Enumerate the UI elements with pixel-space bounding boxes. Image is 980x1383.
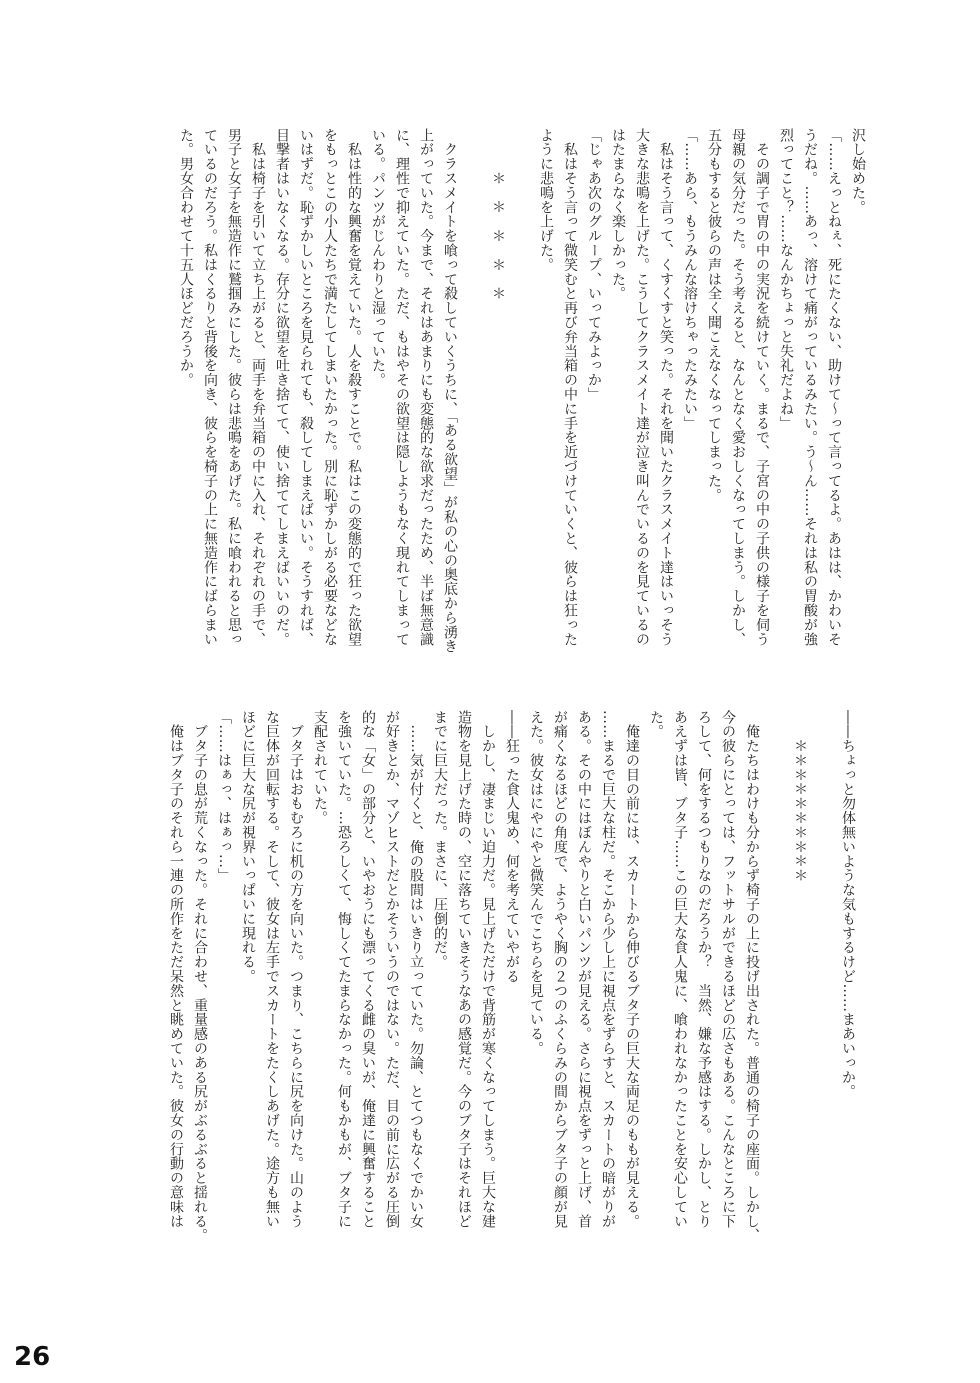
lower-text-line: ……まるで巨大な柱だ。そこから少し上に視点をずらすと、スカートの暗がりが xyxy=(600,710,616,1229)
upper-text-line: 五分もすると彼らの声は全く聞こえなくなってしまった。 xyxy=(706,128,722,503)
lower-text-line: ＊＊＊＊＊＊＊＊＊＊ xyxy=(792,710,808,883)
lower-text-line: が痛くなるほどの角度で、ようやく胸の２つのふくらみの間からブタ子の顔が見 xyxy=(552,710,568,1229)
upper-text-line: 私はそう言って、くすくすと笑った。それを聞いたクラスメイト達はいっそう xyxy=(658,128,674,647)
upper-text-line: クラスメイトを喰って殺していくうちに、「ある欲望」が私の心の奥底から湧き xyxy=(442,128,458,654)
lower-text-line: ――ちょっと勿体無いような気もするけど……まあいっか。 xyxy=(840,710,856,1099)
page-number: 26 xyxy=(14,1342,51,1372)
upper-text-line: はたまらなく楽しかった。 xyxy=(610,128,626,301)
lower-text-line: しかし、凄まじい迫力だ。見上げただけで背筋が寒くなってしまう。巨大な建 xyxy=(480,710,496,1229)
upper-text-line: 私はそう言って微笑むと再び弁当箱の中に手を近づけていくと、彼らは狂った xyxy=(562,128,578,647)
upper-text-line: いる。パンツがじんわりと湿っていた。 xyxy=(370,128,386,388)
upper-text-line: をもっとこの小人たちで満たしてしまいたかった。別に恥ずかしがる必要などな xyxy=(322,128,338,647)
upper-text-line: 「……えっとねぇ、死にたくない、助けて〜って言ってるよ。あはは、かわいそ xyxy=(826,128,842,647)
lower-text-line: ほどに巨大な尻が視界いっぱいに現れる。 xyxy=(240,710,256,984)
lower-text-line: までに巨大だった。まさに、圧倒的だ。 xyxy=(432,710,448,970)
upper-text-line: 男子と女子を無造作に鷲掴みにした。彼らは悲鳴をあげた。私に喰われると思っ xyxy=(226,128,242,647)
upper-text-line: ているのだろう。私はくるりと背後を向き、彼らを椅子の上に無造作にばらまい xyxy=(202,128,218,647)
upper-text-line: 沢し始めた。 xyxy=(850,128,866,215)
lower-text-line: 造物を見上げた時の、空に落ちていきそうなあの感覚だ。今のブタ子はそれほど xyxy=(456,710,472,1229)
lower-text-line: 的な「女」の部分と、いやおうにも漂ってくる雌の臭いが、俺達に興奮すること xyxy=(360,710,376,1229)
upper-text-line: 目撃者はいなくなる。存分に欲望を吐き捨てて、使い捨ててしまえばいいのだ。 xyxy=(274,128,290,647)
upper-text-line: うだね。……あっ、溶けて痛がっているみたい。う〜ん……それは私の胃酸が強 xyxy=(802,128,818,647)
lower-text-line: ろして、何をするつもりなのだろうか？ 当然、嫌な予感はする。しかし、とり xyxy=(696,710,712,1229)
upper-text-line: ように悲鳴を上げた。 xyxy=(538,128,554,272)
lower-text-block xyxy=(160,710,860,1270)
lower-text-line: 俺たちはわけも分からず椅子の上に投げ出された。普通の椅子の座面。しかし、 xyxy=(744,710,760,1243)
lower-text-line xyxy=(764,710,788,1270)
upper-text-line: いはずだ。恥ずかしいところを見られても、殺してしまえばいい。そうすれば、 xyxy=(298,128,314,647)
lower-text-line: 俺達の目の前には、スカートから伸びるブタ子の巨大な両足のももが見える。 xyxy=(624,710,640,1229)
lower-text-line: ブタ子の息が荒くなった。それに合わせ、重量感のある尻がぶるぶると揺れる。 xyxy=(192,710,208,1243)
upper-text-line: 上がっていた。今まで、それはあまりにも変態的な欲求だったため、半ば無意識 xyxy=(418,128,434,647)
lower-text-line: な巨体が回転する。そして、彼女は左手でスカートをたくしあげた。途方も無い xyxy=(264,710,280,1229)
lower-text-line: 今の彼らにとっては、フットサルができるほどの広さもある。こんなところに下 xyxy=(720,710,736,1229)
upper-text-line: 私は椅子を引いて立ち上がると、両手を弁当箱の中に入れ、それぞれの手で、 xyxy=(250,128,266,647)
upper-text-block xyxy=(152,128,870,688)
upper-text-line: 大きな悲鳴を上げた。こうしてクラスメイト達が泣き叫んでいるのを見ているの xyxy=(634,128,650,647)
lower-text-line: えた。彼女はにやにやと微笑んでこちらを見ている。 xyxy=(528,710,544,1056)
lower-text-line: ある。その中にはぼんやりと白いパンツが見える。さらに視点をずっと上げ、首 xyxy=(576,710,592,1229)
upper-text-line: 私は性的な興奮を覚えていた。人を殺すことで。私はこの変態的で狂った欲望 xyxy=(346,128,362,647)
upper-text-line: に、理性で抑えていた。ただ、もはやその欲望は隠しようもなく現れてしまって xyxy=(394,128,410,647)
upper-text-line: その調子で胃の中の実況を続けていく。まるで、子宮の中の子供の様子を伺う xyxy=(754,128,770,647)
lower-text-line: が好きとか、マゾヒストだとかそういうのではない。ただ、目の前に広がる圧倒 xyxy=(384,710,400,1229)
upper-text-line: 烈ってこと？……なんかちょっと失礼だよね」 xyxy=(778,128,794,431)
lower-text-line: た。 xyxy=(648,710,664,739)
upper-text-line: 「じゃあ次のグループ、いってみよっか」 xyxy=(586,128,602,402)
lower-text-line xyxy=(812,710,836,1270)
lower-text-line: あえずは皆、ブタ子……この巨大な食人鬼に、喰われなかったことを安心してい xyxy=(672,710,688,1229)
upper-text-line: た。男女合わせて十五人ほどだろうか。 xyxy=(178,128,194,388)
upper-text-line xyxy=(462,128,486,688)
upper-text-line xyxy=(510,128,534,688)
lower-text-line: を強いていた。…恐ろしくて、悔しくてたまらなかった。何もかもが、ブタ子に xyxy=(336,710,352,1229)
lower-text-line: ブタ子はおもむろに机の方を向いた。つまり、こちらに尻を向けた。山のよう xyxy=(288,710,304,1229)
upper-text-line: 母親の気分だった。そう考えると、なんとなく愛おしくなってしまう。しかし、 xyxy=(730,128,746,647)
upper-text-line: ＊ ＊ ＊ ＊ ＊ xyxy=(490,128,506,301)
upper-text-line: 「……あら、もうみんな溶けちゃったみたい」 xyxy=(682,128,698,431)
lower-text-line: ……気が付くと、俺の股間はいきり立っていた。勿論、とてつもなくでかい女 xyxy=(408,710,424,1229)
lower-text-line: 俺はブタ子のそれら一連の所作をただ呆然と眺めていた。彼女の行動の意味は xyxy=(168,710,184,1229)
lower-text-line: ――狂った食人鬼め、何を考えていやがる xyxy=(504,710,520,984)
lower-text-line: 支配されていた。 xyxy=(312,710,328,826)
lower-text-line: 「……はぁっ、はぁっ…」 xyxy=(216,710,232,883)
